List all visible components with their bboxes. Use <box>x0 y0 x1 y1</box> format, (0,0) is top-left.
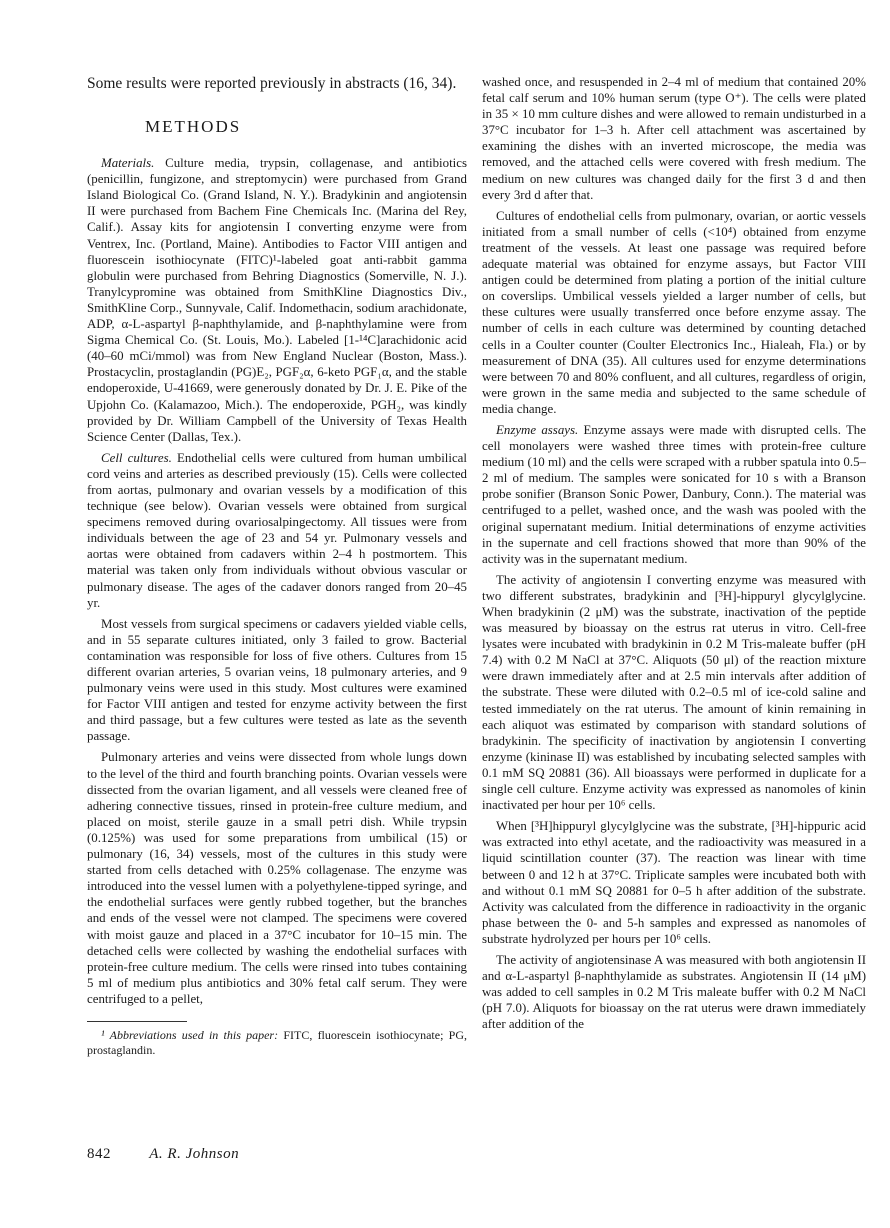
methods-heading: METHODS <box>145 117 242 136</box>
materials-paragraph <box>87 155 467 445</box>
footnote-label: ¹ Abbreviations used in this paper: <box>101 1027 279 1042</box>
enzyme-assays-label: Enzyme assays. <box>496 422 579 437</box>
page-footer <box>87 1146 239 1163</box>
footnote-text: FITC, fluorescein isothiocynate; PG, prostaglandin. <box>87 1027 467 1057</box>
converting-enzyme-paragraph: The activity of angiotensin I converting enzyme was measured with two different substrates, bradykinin and [³H]-hippuryl glycylglycine. When bradykinin (2 μM) was the substrate, inactivation of the peptide was measured by bioassay on the estrus rat uterus in vitro. Cell-free lysates were incubated with bradykinin in 0.2 M Tris-maleate buffer (pH 7.4) with 0.2 M NaCl at 37°C. Aliquots (50 μl) of the reaction mixture were drawn immediately after and at 2.5 min intervals after addition of the substrate. These were diluted with 0.2–0.5 ml of ice-cold saline and tested immediately on the rat uterus. The amount of kinin remaining in each aliquot was estimated by comparison with standard solutions of bradykinin. The specificity of inactivation by angiotensin I converting enzyme (kininase II) was established by incubating selected samples with 0.1 mM SQ 20881 (36). All bioassays were performed in duplicate for a single cell culture. Enzyme activity was expressed as nanomoles of kinin inactivated per hour per 10⁶ cells. <box>482 572 866 813</box>
right-column <box>482 74 866 1037</box>
enzyme-assays-paragraph <box>482 422 866 567</box>
materials-text: Culture media, trypsin, collagenase, and antibiotics (penicillin, fungizone, and streptomycin) were purchased from Grand Island Biological Co. (Grand Island, N. Y.). Bradykinin and angiotensin II were purchased from Bachem Fine Chemicals Inc. (Marina del Rey, Calif.). Assay kits for angiotensin I converting enzyme were from Ventrex, Inc. (Portland, Maine). Antibodies to Factor VIII antigen and fluorescein isothiocynate (FITC)¹-labeled goat anti-rabbit gamma globulin were purchased from Behring Diagnostics (Somerville, N. J.). Tranylcypromine was obtained from SmithKline Diagnostics Div., SmithKline Corp., Sunnyvale, Calif. Indomethacin, sodium arachidonate, ADP, α-L-aspartyl β-naphthylamide, and β-naphthylamine were from Sigma Chemical Co. (St. Louis, Mo.). Labeled [1-¹⁴C]arachidonic acid (40–60 mCi/mmol) was from New England Nuclear (Boston, Mass.). Prostacyclin, prostaglandin (PG)E₂, PGF₂α, 6-keto PGF₁α, and the stable endoperoxide, U-41669, were generously donated by Dr. J. E. Pike of the Upjohn Co. (Kalamazoo, Mich.). The endoperoxide, PGH₂, was kindly provided by Dr. William Campbell of the University of Texas Health Science Center (Dallas, Tex.). <box>87 156 467 444</box>
enzyme-assays-text: Enzyme assays were made with disrupted cells. The cell monolayers were washed three times with protein-free culture medium (10 ml) and the cells were scraped with a rubber spatula into 0.5–2 ml of medium. The samples were sonicated for 10 s with a Branson probe sonifier (Branson Sonic Power, Danbury, Conn.). The material was centrifuged to a pellet, washed once, and the wash was pooled with the original supernatant medium. Initial determinations of enzyme activities in the supernate and cell fractions showed that more than 90% of the activity was in the supernatant medium. <box>482 422 866 566</box>
cell-cultures-paragraph <box>87 450 467 611</box>
cell-cultures-label: Cell cultures. <box>101 450 172 465</box>
continued-paragraph: washed once, and resuspended in 2–4 ml of medium that contained 20% fetal calf serum and 10% human serum (type O⁺). The cells were plated in 35 × 10 mm culture dishes and were allowed to remain undisturbed in a 37°C incubator for 1–3 h. After cell attachment was ascertained by examining the dishes with an inverted microscope, the media was removed, and the attached cells were covered with fresh medium. The medium on new cultures was changed daily for the first 3 d and then every 3rd d after that. <box>482 75 866 202</box>
cultures-paragraph: Cultures of endothelial cells from pulmonary, ovarian, or aortic vessels initiated from a small number of cells (<10⁴) obtained from enzyme treatment of the vessels. At least one passage was required before adequate material was obtained for enzyme assays, but Factor VIII antigen could be determined from plating a portion of the initial culture on coverslips. Umbilical vessels yielded a larger number of cells, but these cultures were usually transferred once before enzyme assay. The number of cells in each culture was determined by counting detached cells in a Coulter counter (Coulter Electronics Inc., Hialeah, Fla.) or by measurement of DNA (35). All cultures used for enzyme determinations were between 70 and 80% confluent, and all cultures, regardless of origin, were grown in the same media and subjected to the same schedule of media change. <box>482 208 866 416</box>
page-number: 842 <box>87 1146 111 1162</box>
dissection-paragraph: Pulmonary arteries and veins were dissected from whole lungs down to the level of the third and fourth branching points. Ovarian vessels were dissected from the ovarian ligament, and all vessels were cleaned free of adhering connective tissues, rinsed in protein-free culture medium, and placed on moist, sterile gauze in a small petri dish. While trypsin (0.125%) was used for some preparations from umbilical (15) or pulmonary (16, 34) vessels, most of the cultures in this study were started from cells detached with 0.25% collagenase. The enzyme was introduced into the vessel lumen with a polyethylene-tipped syringe, and the endothelial surfaces were gently rubbed together, but the branches and ends of the vessel were not clamped. The specimens were covered with moist gauze and placed in a 37°C incubator for 10–15 min. The detached cells were collected by washing the endothelial surfaces with protein-free culture medium. The cells were rinsed into tubes containing 5 ml of medium plus antibiotics and 30% fetal calf serum. They were centrifuged to a pellet, <box>87 750 467 1006</box>
left-column <box>87 74 467 1063</box>
materials-label: Materials. <box>101 156 155 171</box>
hippuryl-paragraph: When [³H]hippuryl glycylglycine was the substrate, [³H]-hippuric acid was extracted into ethyl acetate, and the radioactivity was measured in a liquid scintillation counter (37). The reaction was linear with time between 0 and 12 h at 37°C. Triplicate samples were incubated both with and without 0.1 mM SQ 20881 for 0–5 h after addition of the substrate. Activity was calculated from the difference in radioactivity in the organic phase between the 0- and 5-h samples and expressed as nanomoles of substrate hydrolyzed per hours per 10⁶ cells. <box>482 819 866 946</box>
intro-paragraph: Some results were reported previously in abstracts (16, 34). <box>87 75 457 92</box>
footnote-divider <box>87 1021 187 1022</box>
running-author: A. R. Johnson <box>149 1146 240 1162</box>
footnote <box>87 1028 467 1058</box>
cell-cultures-text: Endothelial cells were cultured from human umbilical cord veins and arteries as described previously (15). Cells were collected from aortas, pulmonary and ovarian vessels by a modification of this technique (see below). Ovarian vessels were obtained from surgical specimens removed during ovariosalpingectomy. All tissues were from individuals between the age of 23 and 54 yr. Pulmonary vessels and aortas were obtained from cadavers within 2–4 h postmortem. This material was taken only from individuals without obvious vascular or pulmonary disease. The ages of the cadaver donors ranged from 20–45 yr. <box>87 450 467 610</box>
vessel-yield-paragraph: Most vessels from surgical specimens or cadavers yielded viable cells, and in 55 separate cultures initiated, only 3 failed to grow. Bacterial contamination was responsible for loss of five others. Cultures from 15 different ovarian arteries, 5 ovarian veins, 18 pulmonary arteries, and 9 pulmonary veins were used in this study. Most cultures were examined for Factor VIII antigen and tested for enzyme activity between the first and third passage, but a few cultures were tested as late as the seventh passage. <box>87 616 467 744</box>
angiotensinase-paragraph: The activity of angiotensinase A was measured with both angiotensin II and α-L-aspartyl β-naphthylamide as substrates. Angiotensin II (14 μM) was added to cell samples in 0.2 M Tris maleate buffer with 0.2 M NaCl (pH 7.0). Aliquots for bioassay on the rat uterus were drawn immediately after addition of the <box>482 952 866 1032</box>
